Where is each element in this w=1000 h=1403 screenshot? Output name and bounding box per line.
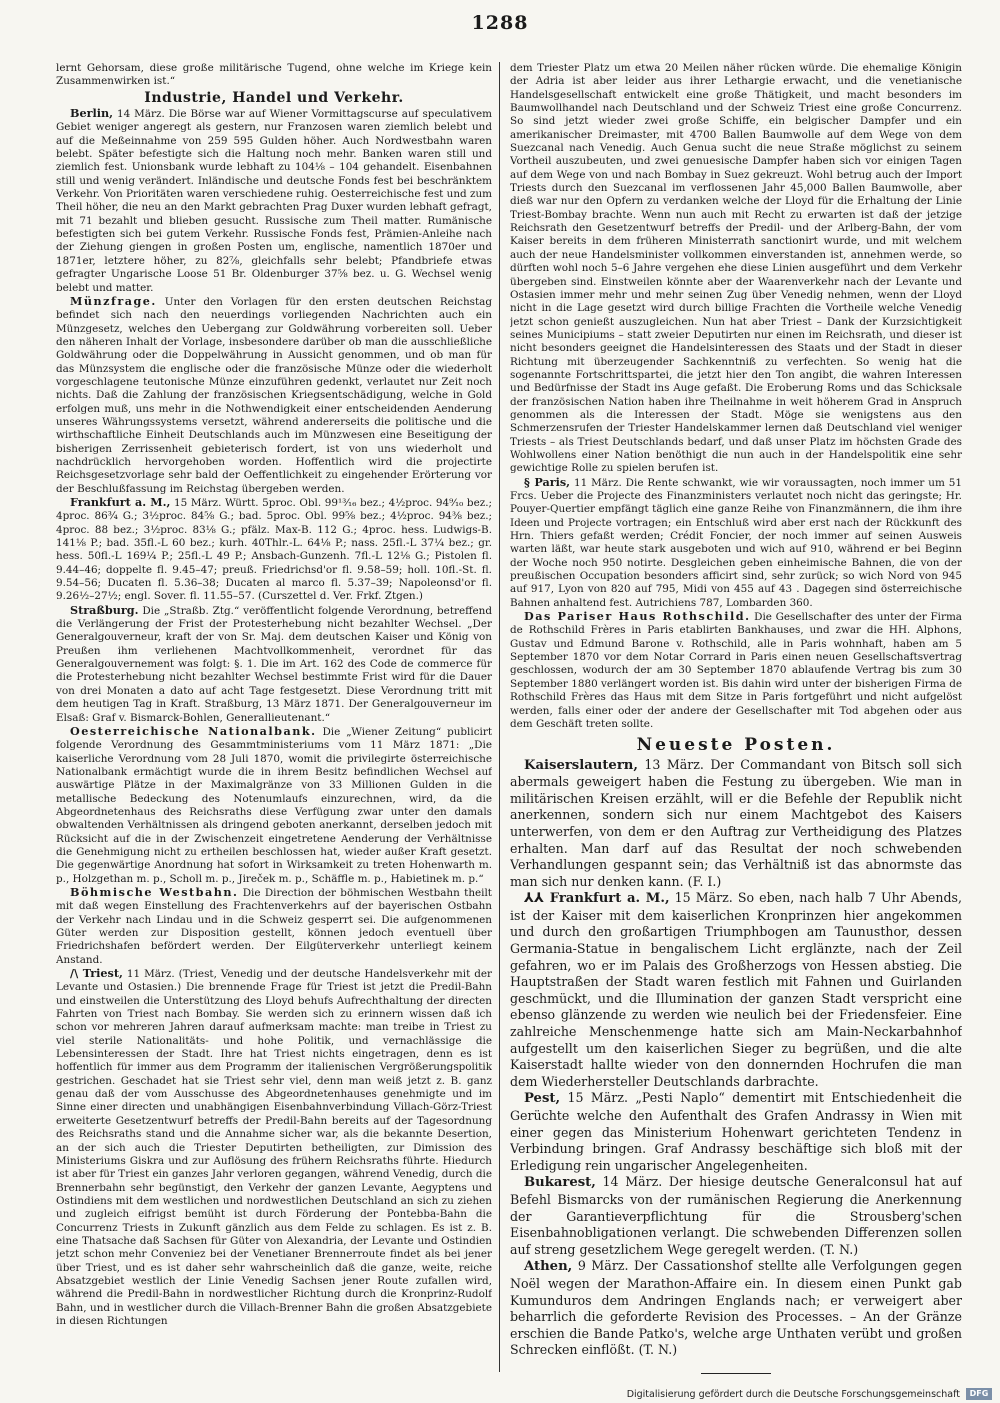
article-frankfurt-kaiser-text: 15 März. So eben, nach halb 7 Uhr Abends, ist der Kaiser mit dem kaiserlichen Kronprinzen hier angekommen und durch den großartigen Triumphbogen am Taunusthor, dessen Germania-Statue in bengalischem Licht erglänzte, nach der Zeil gefahren, wo er im Palais des Großherzogs von Hessen abstieg. Die Hauptstraßen der Stadt waren festlich mit Fahnen und Guirlanden geschmückt, und die Illumination der ganzen Stadt verspricht eine ebenso glänzende zu werden wie neulich bei der Friedensfeier. Eine zahlreiche Menschenmenge hatte sich am Main-Neckarbahnhof aufgestellt um den kaiserlichen Sieger zu begrüßen, und die alte Kaiserstadt hallte wieder von den donnernden Hochrufen die man dem Wiederhersteller Deutschlands darbrachte. bbox=[510, 890, 962, 1089]
article-frankfurt-text: 15 März. Württ. 5proc. Obl. 99¹³⁄₁₆ bez.; 4½proc. 94⁹⁄₁₀ bez.; 4proc. 86¾ G.; 3½proc. 84⅝ G.; bad. 5proc. Obl. 99⅝ bez.; 4½proc. 94⅜ bez.; 4proc. 88 bez.; 3½proc. 83⅛ G.; pfälz. Max-B. 112 G.; 4proc. hess. Ludwigs-B. 141⅛ P.; bad. 35fl.-L 60 bez.; kurh. 40Thlr.-L. 64⅛ P.; nass. 25fl.-L 37¼ bez.; gr. hess. 50fl.-L 169¼ P.; 25fl.-L 49 P.; Ansbach-Gunzenh. 7fl.-L 12⅛ G.; Pistolen fl. 9.44–46; doppelte fl. 9.45–47; preuß. Friedrichsd'or fl. 9.58–59; holl. 10fl.-St. fl. 9.54–56; Ducaten fl. 5.36–38; Ducaten al marco fl. 5.37–39; Napoleonsd'or fl. 9.26½–27½; engl. Sover. fl. 11.55–57. (Curszettel d. Ver. Frkf. Ztgen.) bbox=[56, 497, 492, 603]
article-strassburg bbox=[56, 604, 492, 725]
place-athen: Athen, bbox=[524, 1259, 573, 1275]
dfg-logo-icon: DFG bbox=[966, 1388, 992, 1400]
right-column bbox=[510, 62, 962, 1377]
left-column bbox=[56, 62, 492, 1377]
article-triest bbox=[56, 967, 492, 1328]
page-number: 1288 bbox=[471, 12, 529, 34]
article-muenzfrage-text: Unter den Vorlagen für den ersten deutschen Reichstag befindet sich nach den neuerdings vorliegenden Nachrichten auch ein Münzgesetz, welches den Uebergang zur Goldwährung vorbereiten soll. Ueber den näheren Inhalt der Vorlage, insbesondere darüber ob man die ausschließliche Goldwährung oder die Doppelwährung in Aussicht genommen, und ob man für das Münzsystem die englische oder die französische Münze oder die wiederholt vorgeschlagene teutonische Münze einzuführen gedenkt, verlautet nur Zeit noch nichts. Daß die Zahlung der französischen Kriegsentschädigung, welche in Gold erfolgen muß, uns mehr in die Nothwendigkeit einer entscheidenden Aenderung unseres Währungssystems versetzt, während andererseits die politische und die wirthschaftliche Einheit Deutschlands auch im Münzwesen eine Beseitigung der bisherigen Zerrissenheit gebieterisch fordert, ist von uns wiederholt und nachdrücklich hervorgehoben worden. Hoffentlich wird die projectirte Reichsgesetzvorlage sehr bald der Oeffentlichkeit zu eingehender Erörterung vor der Beschlußfassung im Reichstag übergeben werden. bbox=[56, 295, 492, 495]
dfg-credit-text: Digitalisierung gefördert durch die Deutsche Forschungsgemeinschaft bbox=[626, 1389, 960, 1400]
intro-paragraph: lernt Gehorsam, diese große militärische Tugend, ohne welche im Kriege kein Zusammenwirken ist.“ bbox=[56, 62, 492, 88]
article-athen-text: 9 März. Der Cassationshof stellte alle Verfolgungen gegen Noël wegen der Marathon-Affaire ein. In diesem einen Punkt gab Kumunduros dem Andringen Englands nach; er verweigert aber beharrlich die geforderte Revision des Processes. – An der Gränze erschien die Bande Patko's, welche arge Unthaten verübt und großen Schrecken einflößt. (T. N.) bbox=[510, 1258, 962, 1358]
place-pest: Pest, bbox=[524, 1091, 561, 1107]
article-kaiserslautern-text: 13 März. Der Commandant von Bitsch soll sich abermals geweigert haben die Festung zu übergeben. Wie man in militärischen Kreisen erzählt, will er die Befehle der Republik nicht anerkennen, sondern sich nur einem Machtgebot des Kaisers unterwerfen, von dem er den Auftrag zur Vertheidigung des Platzes erhalten. Man darf auf das Resultat der noch schwebenden Verhandlungen gespannt sein; das Verhältniß ist das abnormste das man sich nur denken kann. (F. I.) bbox=[510, 756, 962, 889]
place-berlin: Berlin, bbox=[70, 106, 113, 121]
article-triest-text: 11 März. (Triest, Venedig und der deutsche Handelsverkehr mit der Levante und Ostasien.) Die brennende Frage für Triest ist jetzt die Predil-Bahn und einstweilen die Unterstützung des Lloyd behufs Aufrechthaltung der directen Fahrten von Triest nach Bombay. Sie werden sich zu erinnern wissen daß ich schon vor mehreren Jahren darauf aufmerksam machte: man treibe in Triest zu viel sterile Nationalitäts- und hohe Politik, und vernachlässige die Lebensinteressen der Stadt. Ihre hat Triest nichts eingetragen, denn es ist hoffentlich für immer aus dem Programm der italienischen Vergrößerungspolitik gestrichen. Geschadet hat sie Triest sehr viel, denn man weiß jetzt z. B. ganz genau daß der vom Ausschusse des Abgeordnetenhauses genehmigte und im Sinne einer directen und unabhängigen Eisenbahnverbindung Villach-Görz-Triest erweiterte Gesetzentwurf betreffs der Predil-Bahn bereits auf der Tagesordnung des Reichsraths stand und die Annahme sicher war, als die bekannte Desertion, an der sich auch die Triester Deputirten betheiligten, zur Dimission des Ministeriums Giskra und zur Auflösung des frühern Reichsraths führte. Hiedurch ist aber für Triest ein ganzes Jahr verloren gegangen, während Venedig, durch die Brennerbahn sehr begünstigt, den Verkehr der ganzen Levante, Aegyptens und Ostindiens mit dem westlichen und nordwestlichen Deutschland an sich zu ziehen und zugleich eifrigst bemüht ist durch Förderung der Pontebba-Bahn die Concurrenz Triests in Zukunft gänzlich aus dem Felde zu schlagen. Es ist z. B. eine Thatsache daß Sachsen für Güter von Alexandria, der Levante und Ostindien jetzt schon mehr Conveniez bei der Venetianer Brennerroute findet als bei jener über Triest, und es ist daher sehr wahrscheinlich daß die ganze, weite, reiche Absatzgebiet westlich der Linie Venedig Sachsen jener Route zufallen wird, während die Predil-Bahn in nordwestlicher Richtung durch die Kronprinz-Rudolf Bahn, und in westlicher durch die Villach-Brenner Bahn die großen Absatzgebiete in diesen Richtungen bbox=[56, 968, 492, 1327]
column-divider bbox=[499, 62, 500, 1372]
end-rule bbox=[701, 1373, 771, 1374]
place-triest: /\ Triest, bbox=[70, 966, 123, 981]
place-rothschild: Das Pariser Haus Rothschild. bbox=[524, 609, 751, 624]
place-frankfurt: Frankfurt a. M., bbox=[70, 495, 171, 509]
article-pest bbox=[510, 1090, 962, 1174]
place-kaiserslautern: Kaiserslautern, bbox=[524, 757, 638, 773]
article-paris-text: 11 März. Die Rente schwankt, wie wir voraussagten, noch immer um 51 Frcs. Ueber die Projecte des Finanzministers verlautet noch nicht das geringste; Hr. Pouyer-Quertier empfängt täglich eine ganze Reihe von Finanzmännern, die ihm ihre Ideen und Projecte vortragen; ein Entschluß wird aber erst nach der Rückkunft des Hrn. Thiers gefaßt werden; Crédit Foncier, der noch immer auf seinen Ausweis warten läßt, war heute stark ausgeboten und wich auf 910, während er bei Beginn der Woche noch 950 notirte. Desgleichen geben einheimische Bahnen, die von der preußischen Occupation besonders afficirt sind, sehr zurück; so wich Nord von 945 auf 917, Lyon von 820 auf 795, Midi von 455 auf 43 . Dagegen sind österreichische Bahnen anhaltend fest. Autrichiens 787, Lombarden 360. bbox=[510, 476, 962, 609]
place-paris: § Paris, bbox=[524, 474, 571, 489]
article-berlin-text: 14 März. Die Börse war auf Wiener Vormittagscurse auf speculativem Gebiet weniger angeregt als gestern, nur Franzosen waren ziemlich belebt und auf die Meßeinnahme von 259 595 Gulden höher. Auch Nordwestbahn waren belebt. Später befestigte sich die Haltung noch mehr. Banken waren still und ziemlich fest. Unionsbank wurde lebhaft zu 104⅛ – 104 gehandelt. Eisenbahnen still und wenig verändert. Inländische und deutsche Fonds fest bei beschränktem Verkehr. Von Prioritäten waren verschiedene ruhig. Oesterreichische fest und zum Theil höher, die neu an den Markt gebrachten Prag Duxer wurden lebhaft gefragt, mit 71 bezahlt und blieben gesucht. Russische zum Theil matter. Rumänische befestigten sich bei gutem Verkehr. Russische Fonds fest, Prämien-Anleihe nach der Ziehung giengen in großen Posten um, englische, namentlich 1870er und 1871er, letztere höher, zu 82⅞, gleichfalls sehr belebt; Pfandbriefe etwas gefragter Ungarische Loose 51 Br. Oldenburger 37⅝ bez. u. G. Wechsel wenig belebt und matter. bbox=[56, 108, 492, 294]
place-strassburg: Straßburg. bbox=[70, 602, 139, 617]
article-berlin bbox=[56, 107, 492, 295]
article-frankfurt-kaiser bbox=[510, 890, 962, 1090]
place-westbahn: Böhmische Westbahn. bbox=[70, 884, 239, 899]
article-athen bbox=[510, 1258, 962, 1359]
place-frankfurt-2: ⅄⅄ Frankfurt a. M., bbox=[524, 891, 670, 907]
article-westbahn-text: Die Direction der böhmischen Westbahn theilt mit daß wegen Einstellung des Frachtenverkehrs auf der bayerischen Ostbahn der Verkehr nach Lindau und in die Schweiz gesperrt sei. Die aufgenommenen Güter werden zur Disposition gestellt, können jedoch eventuell über Friedrichshafen befördert werden. Der Eilgüterverkehr unterliegt keinem Anstand. bbox=[56, 886, 492, 966]
article-rothschild bbox=[510, 610, 962, 731]
article-bukarest-text: 14 März. Der hiesige deutsche Generalconsul hat auf Befehl Bismarcks von der rumänischen Regierung die Anerkennung der Garantieverpflichtung für die Strousberg'schen Eisenbahnobligationen verlangt. Die schwebenden Differenzen sollen auf streng gesetzlichem Wege geregelt werden. (T. N.) bbox=[510, 1174, 962, 1257]
article-nationalbank bbox=[56, 725, 492, 886]
article-strassburg-text: Die „Straßb. Ztg.“ veröffentlicht folgende Verordnung, betreffend die Verlängerung der Frist der Protesterhebung nicht bezahlter Wechsel. „Der Generalgouverneur, kraft der von Sr. Maj. dem deutschen Kaiser und König von Preußen ihm verliehenen Machtvollkommenheit, verordnet für das Generalgouvernement was folgt: §. 1. Die im Art. 162 des Code de commerce für die Protesterhebung nicht bezahlter Wechsel bestimmte Frist wird für die Dauer von drei Monaten a dato auf acht Tage festgesetzt. Diese Verordnung tritt mit dem heutigen Tag in Kraft. Straßburg, 13 März 1871. Der Generalgouverneur im Elsaß: Graf v. Bismarck-Bohlen, Generallieutenant.“ bbox=[56, 604, 492, 724]
article-paris bbox=[510, 476, 962, 610]
article-nationalbank-text: Die „Wiener Zeitung“ publicirt folgende Verordnung des Gesammtministeriums vom 11 März 1871: „Die kaiserliche Verordnung vom 28 Juli 1870, womit die privilegirte österreichische Nationalbank ermächtigt wurde die in ihrem Besitz befindlichen Wechsel auf auswärtige Plätze in der Maximalgränze von 33 Millionen Gulden in die metallische Bedeckung des Notenumlaufs einzurechnen, wird, da die Abgeordnetenhaus des Reichsraths diese Verfügung zwar unter den damals obwaltenden Verhältnissen als dringend geboten anerkannt, derselben jedoch mit Rücksicht auf die in der Zwischenzeit eingetretene Aenderung der Verhältnisse die Genehmigung nicht zu ertheilen beschlossen hat, wieder außer Kraft gesetzt. Die gegenwärtige Anordnung hat sofort in Wirksamkeit zu treten Hohenwarth m. p., Holzgethan m. p., Scholl m. p., Jireček m. p., Schäffle m. p., Habietinek m. p.“ bbox=[56, 725, 492, 885]
article-bukarest bbox=[510, 1174, 962, 1258]
article-rothschild-text: Die Gesellschafter des unter der Firma de Rothschild Frères in Paris etablirten Bankhauses, und zwar die HH. Alphons, Gustav und Edmund Barone v. Rothschild, alle in Paris wohnhaft, haben am 5 September 1870 vor dem Notar Corrard in Paris einen neuen Gesellschaftsvertrag geschlossen, wodurch der am 30 September 1870 ablaufende Vertrag bis zum 30 September 1880 verlängert worden ist. Bis dahin wird unter der bisherigen Firma de Rothschild Frères das Haus mit dem Sitze in Paris fortgeführt und nicht aufgelöst werden, falls einer oder der andere der Gesellschafter mit Tod abgehen oder aus dem Geschäft treten sollte. bbox=[510, 611, 962, 730]
article-triest-continued: dem Triester Platz um etwa 20 Meilen näher rücken würde. Die ehemalige Königin der Adria ist aber leider aus ihrer Lethargie erwacht, und die venetianische Handelsgesellschaft entwickelt eine große Thätigkeit, und macht besonders im Baumwollhandel nach Deutschland und der Schweiz Triest eine große Concurrenz. So sind jetzt wieder zwei große Schiffe, ein belgischer Dampfer und ein amerikanischer Dreimaster, mit 4700 Ballen Baumwolle auf dem Wege von dem Suezcanal nach Venedig. Auch Genua sucht die neue Straße möglichst zu seinem Vortheil auszubeuten, und zwei genuesische Dampfer haben sich vor einigen Tagen auf dem Wege von und nach Bombay in Suez gekreuzt. Wohl betrug auch der Import Triests durch den Suezcanal im verflossenen Jahr 45,000 Ballen Baumwolle, aber dieß war nur den Opfern zu verdanken welche der Lloyd für die Erhaltung der Linie Triest-Bombay brachte. Wenn nun auch mit Recht zu erwarten ist daß der jetzige Reichsrath den Gesetzentwurf betreffs der Predil- und der Arlberg-Bahn, der vom Kaiser bereits in dem früheren Ministerrath sanctionirt wurde, und mit welchem auch der neue Handelsminister vollkommen einverstanden ist, annehmen werde, so dürften wohl noch 5–6 Jahre vergehen ehe diese Linien ausgeführt und dem Verkehr übergeben sind. Einstweilen könnte aber der Waarenverkehr nach der Levante und Ostasien immer mehr und mehr seinen Zug über Venedig nehmen, wenn der Lloyd nicht in die Lage gesetzt wird durch billige Frachten die Vortheile welche Venedig jetzt schon genießt auszugleichen. Nun hat aber Triest – Dank der Kurzsichtigkeit seines Municipiums – statt zweier Deputirten nur einen im Reichsrath, und dieser ist nicht besonders geeignet die Handelsinteressen des Staats und der Stadt in dieser Richtung mit überzeugender Sachkenntniß zu verfechten. So wenig hat die sogenannte Fortschrittspartei, die jetzt hier den Ton angibt, die wahren Interessen und Bedürfnisse der Stadt ins Auge gefaßt. Die Eroberung Roms und das Schicksale der französischen Nation haben ihre Theilnahme in weit höherem Grad in Anspruch genommen als die Interessen der Stadt. Möge sie wenigstens aus den Schmerzensrufen der Triester Handelskammer lernen daß Deutschland viel weniger Triests – als Triest Deutschlands bedarf, und daß unser Platz im höchsten Grade des Wohlwollens einer Nation benöthigt die nun auch in der Handelspolitik eine sehr gewichtige Rolle zu spielen berufen ist. bbox=[510, 62, 962, 475]
article-kaiserslautern bbox=[510, 757, 962, 891]
digitization-footer bbox=[0, 1388, 1000, 1403]
article-westbahn bbox=[56, 886, 492, 967]
article-pest-text: 15 März. „Pesti Naplo“ dementirt mit Entschiedenheit die Gerüchte welche den Aufenthalt des Grafen Andrassy in Wien mit einer gegen das Ministerium Hohenwart gerichteten Tendenz in Verbindung bringen. Graf Andrassy beschäftige sich bloß mit der Erledigung rein ungarischer Angelegenheiten. bbox=[510, 1090, 962, 1173]
section-heading-neueste-posten: Neueste Posten. bbox=[636, 735, 836, 756]
article-muenzfrage bbox=[56, 295, 492, 496]
place-nationalbank: Oesterreichische Nationalbank. bbox=[70, 723, 317, 738]
article-frankfurt bbox=[56, 496, 492, 604]
news-block bbox=[510, 757, 962, 1359]
place-muenzfrage: Münzfrage. bbox=[70, 293, 157, 308]
section-heading-industrie: Industrie, Handel und Verkehr. bbox=[144, 89, 404, 106]
place-bukarest: Bukarest, bbox=[524, 1175, 596, 1191]
